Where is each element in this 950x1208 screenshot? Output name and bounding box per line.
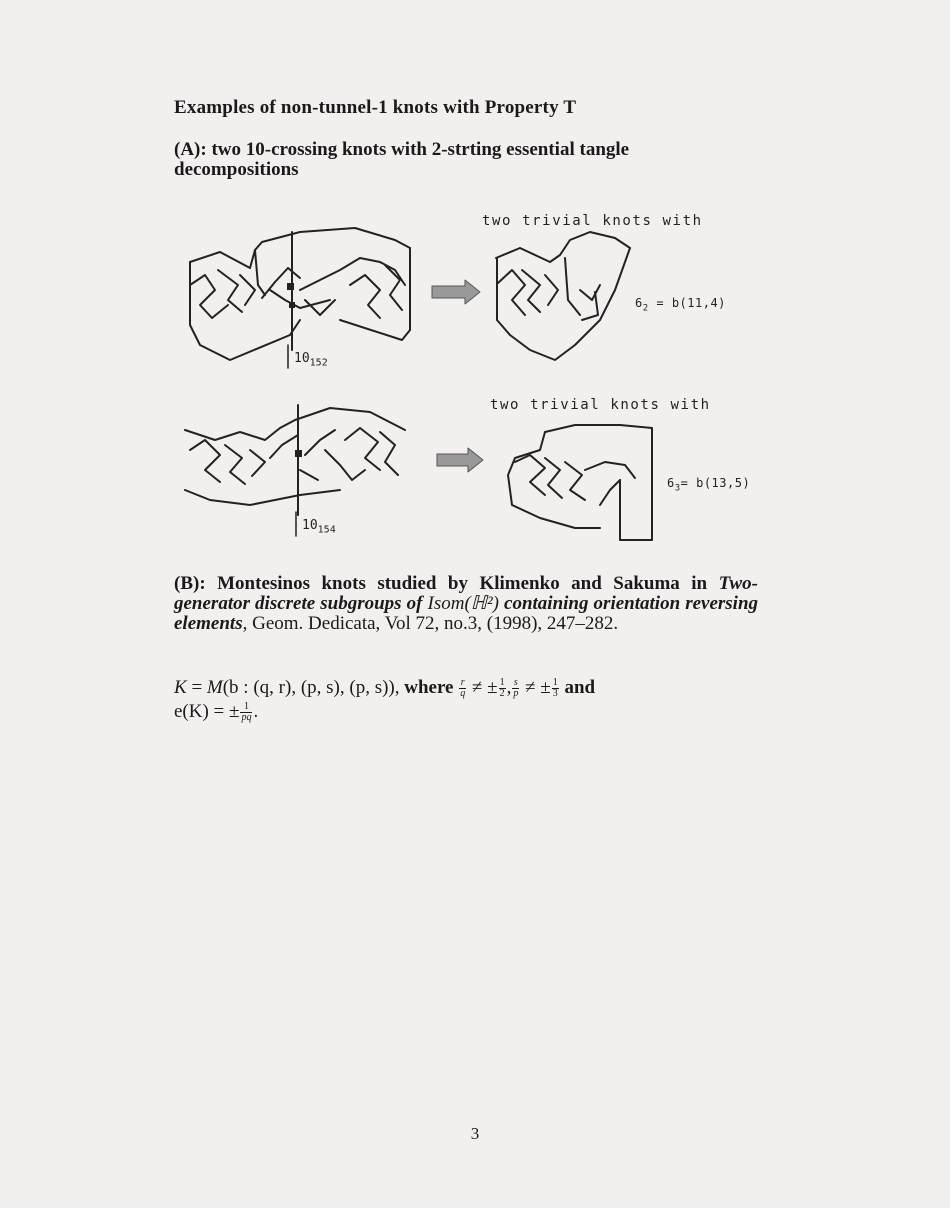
page-heading: Examples of non-tunnel-1 knots with Property T bbox=[174, 97, 577, 118]
section-a-text: (A): two 10-crossing knots with 2-strting essential tangle decompositions bbox=[174, 139, 630, 180]
knot-6-2-diagram bbox=[496, 232, 630, 360]
fraction-s-p: $\frac{s}{p}$ bbox=[513, 677, 519, 700]
reference-title-part1: Two-generator discrete subgroups of bbox=[174, 573, 759, 614]
knot-6-3-diagram bbox=[508, 425, 652, 540]
fraction-1-pq: $\frac{1}{pq}$ bbox=[241, 701, 252, 724]
reference-title-part2: containing orientation reversing elements bbox=[174, 593, 759, 634]
section-b-text bbox=[174, 574, 758, 634]
knot-10-152-label: $10_{152}$ bbox=[294, 351, 328, 369]
montesinos-formula: K = M(b : (q, r), (p, s), (p, s)), where $\frac{r}{q}$ ≠ ± $\frac{1}{2}$ , $\frac{s}{p}$ ≠ ± $\frac{1}{3}$ and e(K) = ± $\frac{1}{pq}$ . bbox=[174, 677, 596, 724]
fraction-1-3: $\frac{1}{3}$ bbox=[552, 677, 558, 700]
fraction-1-2: $\frac{1}{2}$ bbox=[499, 677, 505, 700]
knot-6-3-equation: $6_3= b(13,5)$ bbox=[667, 476, 751, 494]
figure1-label: two trivial knots with bbox=[482, 213, 703, 229]
isom-symbol: Isom(ℍ²) bbox=[427, 593, 499, 614]
reference-citation: , Geom. Dedicata, Vol 72, no.3, (1998), 247–282. bbox=[242, 613, 619, 634]
knot-10-154-label: $10_{154}$ bbox=[302, 518, 336, 536]
figure2-label: two trivial knots with bbox=[490, 397, 711, 413]
page-number: 3 bbox=[470, 1124, 480, 1143]
section-b-lead: (B): Montesinos knots studied by Klimenko and Sakuma in bbox=[174, 573, 708, 594]
knot-10-152-diagram bbox=[190, 228, 410, 360]
knot-10-154-diagram bbox=[185, 405, 405, 515]
knot-6-2-equation: $6_2 = b(11,4)$ bbox=[635, 296, 726, 314]
fraction-r-q: $\frac{r}{q}$ bbox=[460, 677, 466, 700]
